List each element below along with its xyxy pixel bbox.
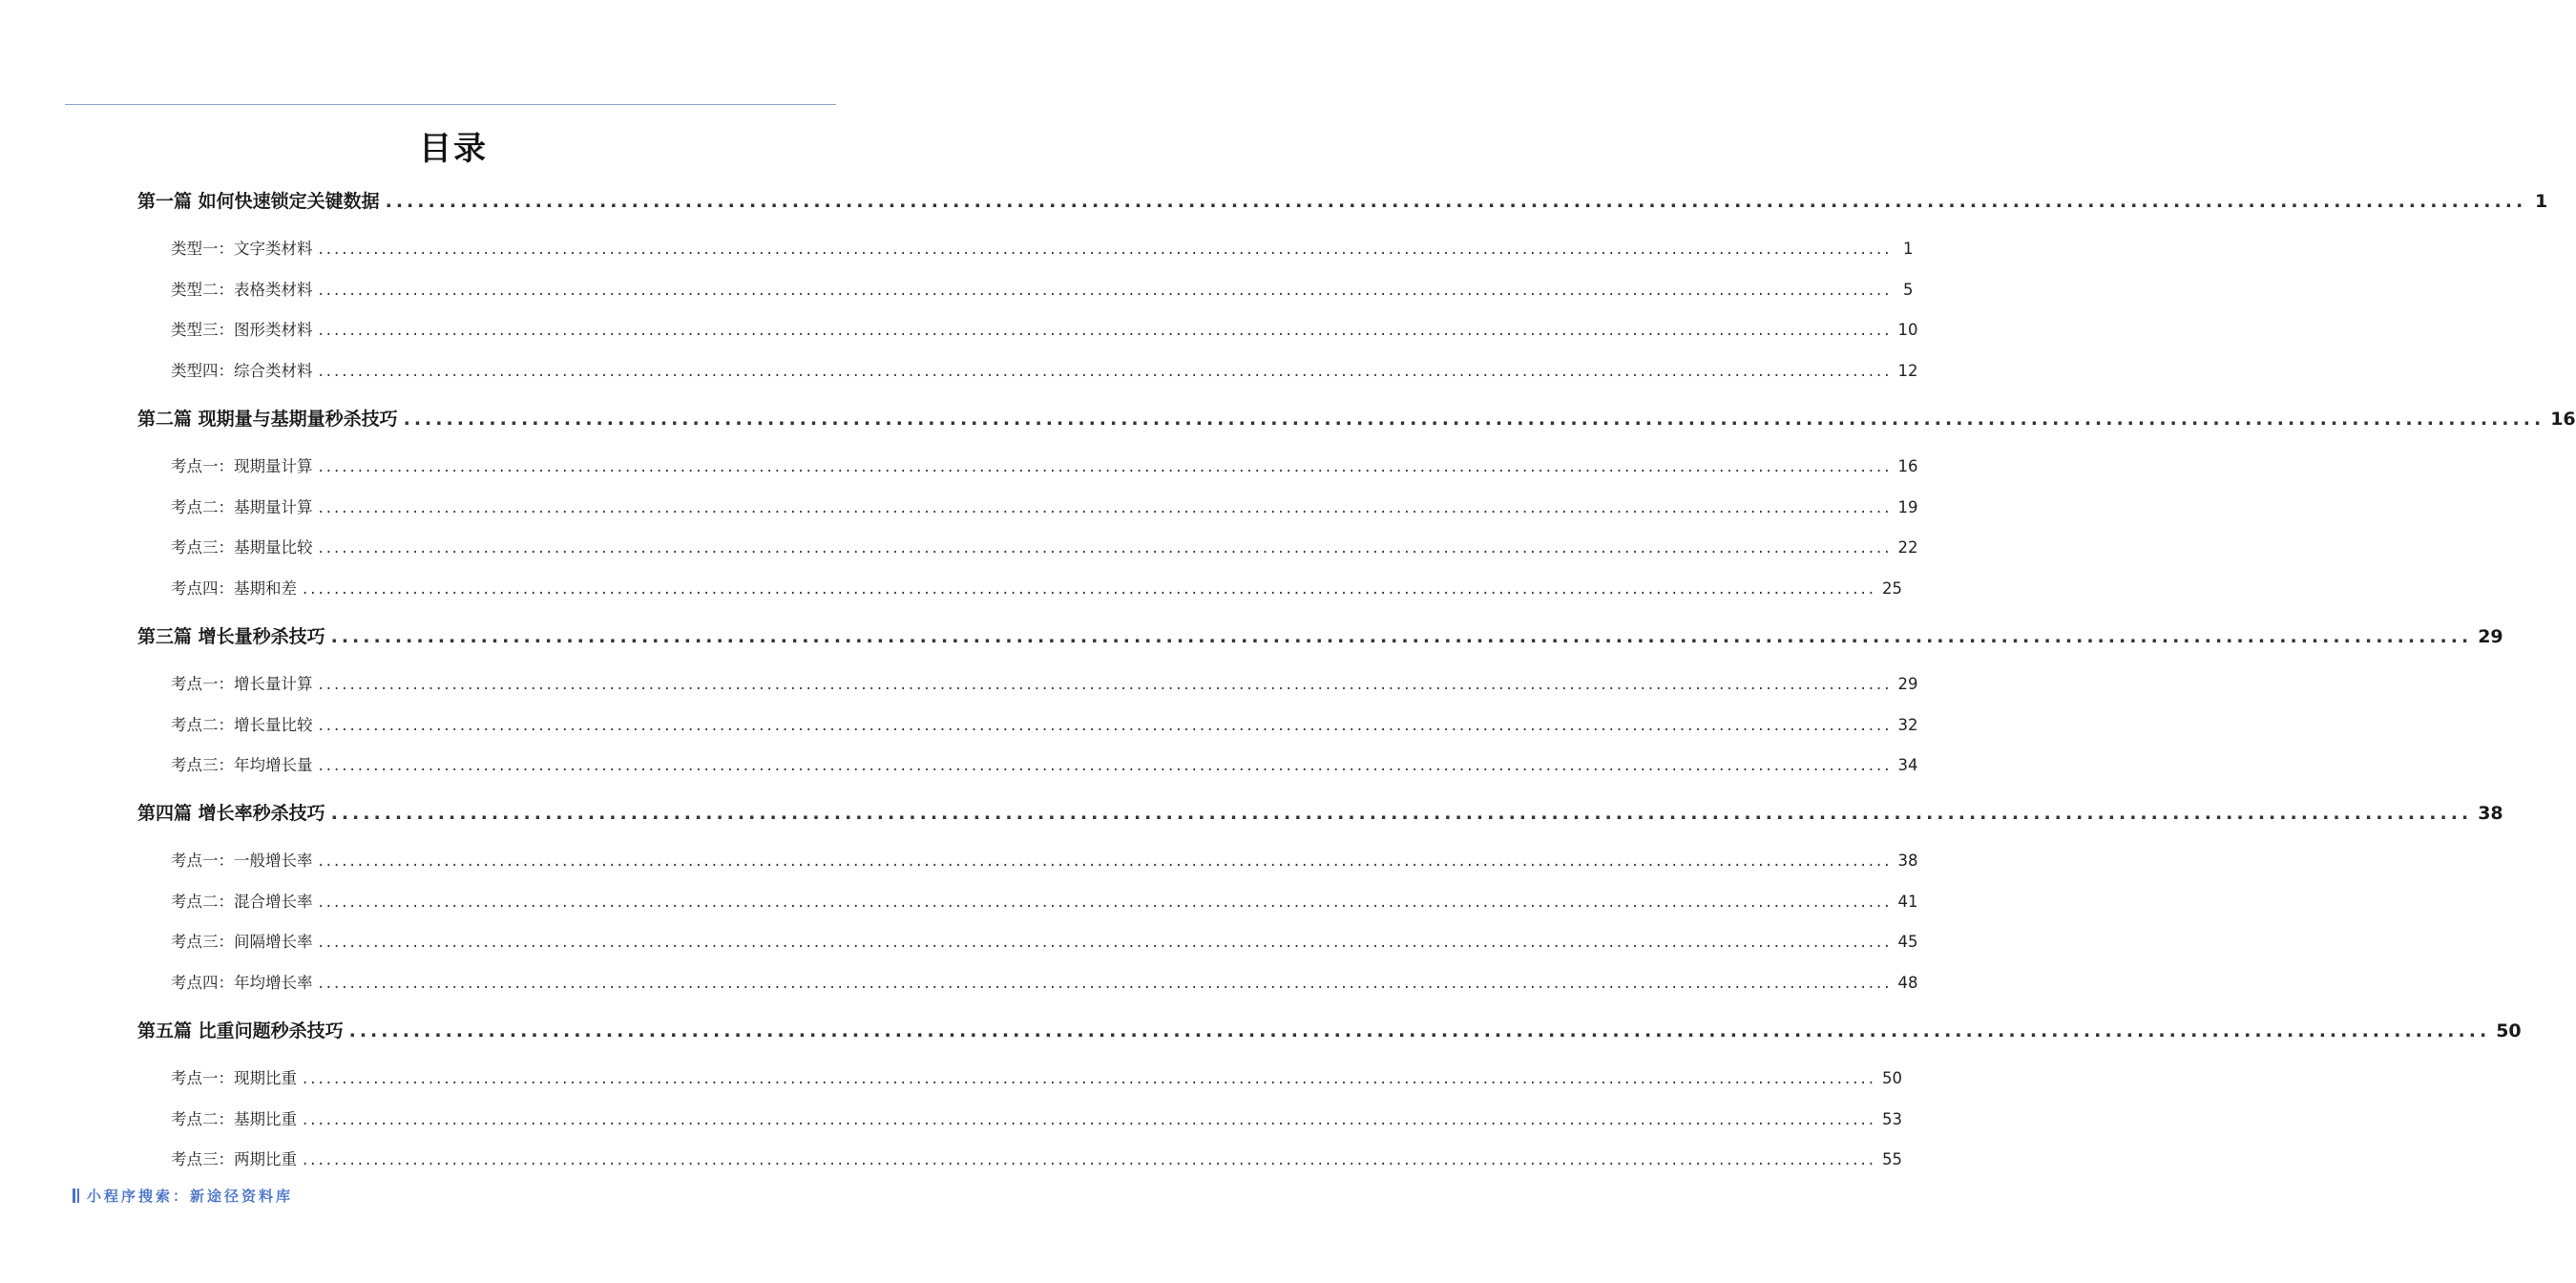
toc-entry-label: 考点三：间隔增长率 [171, 933, 313, 951]
toc-entry-page: 5 [1902, 281, 1914, 299]
toc-leader-dots: ........................................................................................................................................................................................................ [303, 1150, 1876, 1168]
toc-entry-page: 1 [1902, 240, 1914, 258]
toc-leader-dots: ........................................................................................................................................................................................................ [318, 675, 1893, 693]
toc-entry[interactable] [171, 929, 1918, 952]
toc-entry-page: 29 [1897, 675, 1918, 693]
toc-entry-page: 50 [1881, 1069, 1902, 1087]
toc-leader-dots: ........................................................................................................................................................................................................ [303, 1069, 1876, 1087]
toc-leader-dots: ........................................................................................................................................................................................................ [348, 1020, 2491, 1041]
toc-leader-dots: ........................................................................................................................................................................................................ [318, 457, 1893, 475]
toc-entry-label: 考点二：增长量比较 [171, 716, 313, 734]
toc-entry-label: 第一篇 如何快速锁定关键数据 [137, 191, 380, 212]
toc-entry[interactable] [171, 317, 1918, 340]
toc-entry-label: 第四篇 增长率秒杀技巧 [137, 803, 325, 824]
toc-entry-page: 10 [1897, 321, 1918, 339]
toc-entry[interactable] [171, 752, 1918, 775]
toc-entry-page: 29 [2478, 626, 2503, 647]
toc-entry-label: 类型一：文字类材料 [171, 240, 313, 258]
toc-entry-label: 第三篇 增长量秒杀技巧 [137, 626, 325, 647]
toc-leader-dots: ........................................................................................................................................................................................................ [385, 191, 2527, 212]
toc-entry-label: 考点三：两期比重 [171, 1150, 297, 1168]
toc-leader-dots: ........................................................................................................................................................................................................ [318, 321, 1893, 339]
toc-leader-dots: ........................................................................................................................................................................................................ [318, 716, 1893, 734]
toc-entry-label: 考点一：增长量计算 [171, 675, 313, 693]
toc-entry-page: 32 [1897, 716, 1918, 734]
toc-entry-page: 38 [2478, 803, 2503, 824]
toc-entry-label: 考点二：基期比重 [171, 1110, 297, 1128]
toc-entry[interactable] [137, 187, 2548, 213]
toc-leader-dots: ........................................................................................................................................................................................................ [318, 281, 1893, 299]
toc-entry[interactable] [171, 970, 1918, 993]
toc-entry[interactable] [171, 712, 1918, 735]
toc-entry-page: 55 [1881, 1150, 1902, 1168]
toc-entry[interactable] [171, 358, 1918, 381]
toc-entry-page: 41 [1897, 893, 1918, 911]
toc-entry-label: 第二篇 现期量与基期量秒杀技巧 [137, 409, 398, 430]
toc-entry-page: 48 [1897, 974, 1918, 992]
toc-entry-page: 1 [2534, 191, 2548, 212]
toc-entry[interactable] [171, 535, 1918, 557]
toc-entry[interactable] [137, 799, 2503, 825]
toc-entry-label: 考点三：年均增长量 [171, 756, 313, 774]
toc-entry[interactable] [171, 277, 1914, 300]
toc-entry[interactable] [171, 236, 1914, 259]
toc-entry[interactable] [171, 576, 1902, 599]
toc-entry[interactable] [171, 889, 1918, 912]
toc-leader-dots: ........................................................................................................................................................................................................ [403, 409, 2545, 430]
toc-entry-page: 50 [2496, 1020, 2522, 1041]
toc-leader-dots: ........................................................................................................................................................................................................ [318, 756, 1893, 774]
toc-entry-page: 12 [1897, 362, 1918, 380]
toc-leader-dots: ........................................................................................................................................................................................................ [318, 498, 1893, 516]
toc-entry[interactable] [171, 1146, 1902, 1169]
toc-entry-label: 类型三：图形类材料 [171, 321, 313, 339]
toc-leader-dots: ........................................................................................................................................................................................................ [318, 362, 1893, 380]
page-title: 目录 [419, 130, 488, 168]
toc-entry-label: 考点一：现期量计算 [171, 457, 313, 475]
toc-entry[interactable] [171, 453, 1918, 476]
toc-leader-dots: ........................................................................................................................................................................................................ [318, 893, 1893, 911]
toc-entry[interactable] [171, 848, 1918, 871]
toc-entry-label: 考点二：混合增长率 [171, 893, 313, 911]
toc-entry-page: 25 [1881, 579, 1902, 598]
toc-leader-dots: ........................................................................................................................................................................................................ [303, 579, 1876, 598]
toc-entry[interactable] [137, 1017, 2522, 1042]
toc-entry-label: 第五篇 比重问题秒杀技巧 [137, 1020, 344, 1041]
toc-entry-label: 考点四：年均增长率 [171, 974, 313, 992]
toc-entry-page: 34 [1897, 756, 1918, 774]
toc-leader-dots: ........................................................................................................................................................................................................ [318, 240, 1893, 258]
toc-leader-dots: ........................................................................................................................................................................................................ [330, 626, 2473, 647]
toc-entry-page: 45 [1897, 933, 1918, 951]
toc-entry[interactable] [137, 405, 2576, 431]
toc-entry-page: 16 [2550, 409, 2576, 430]
toc-entry-page: 19 [1897, 498, 1918, 516]
toc-entry-page: 38 [1897, 852, 1918, 870]
toc-leader-dots: ........................................................................................................................................................................................................ [318, 933, 1893, 951]
toc-entry-page: 53 [1881, 1110, 1902, 1128]
toc-entry-label: 考点三：基期量比较 [171, 538, 313, 557]
toc-leader-dots: ........................................................................................................................................................................................................ [303, 1110, 1876, 1128]
toc-entry[interactable] [171, 671, 1918, 694]
toc-entry-label: 考点二：基期量计算 [171, 498, 313, 516]
toc-entry-label: 类型二：表格类材料 [171, 281, 313, 299]
toc-entry[interactable] [171, 494, 1918, 517]
toc-leader-dots: ........................................................................................................................................................................................................ [330, 803, 2473, 824]
toc-entry[interactable] [137, 622, 2503, 648]
toc-entry-page: 22 [1897, 538, 1918, 557]
footer-bar-icon [73, 1188, 75, 1203]
footer-watermark [73, 1186, 293, 1206]
toc-entry-label: 考点四：基期和差 [171, 579, 297, 598]
toc-leader-dots: ........................................................................................................................................................................................................ [318, 974, 1893, 992]
toc-entry-page: 16 [1897, 457, 1918, 475]
toc-leader-dots: ........................................................................................................................................................................................................ [318, 852, 1893, 870]
toc-entry-label: 考点一：一般增长率 [171, 852, 313, 870]
toc-entry-label: 类型四：综合类材料 [171, 362, 313, 380]
toc-entry[interactable] [171, 1065, 1902, 1088]
toc-leader-dots: ........................................................................................................................................................................................................ [318, 538, 1893, 557]
header-rule [65, 104, 836, 105]
toc-entry[interactable] [171, 1106, 1902, 1129]
footer-text: 小程序搜索：新途径资料库 [87, 1188, 294, 1205]
toc-entry-label: 考点一：现期比重 [171, 1069, 297, 1087]
footer-bar-icon [77, 1188, 79, 1203]
